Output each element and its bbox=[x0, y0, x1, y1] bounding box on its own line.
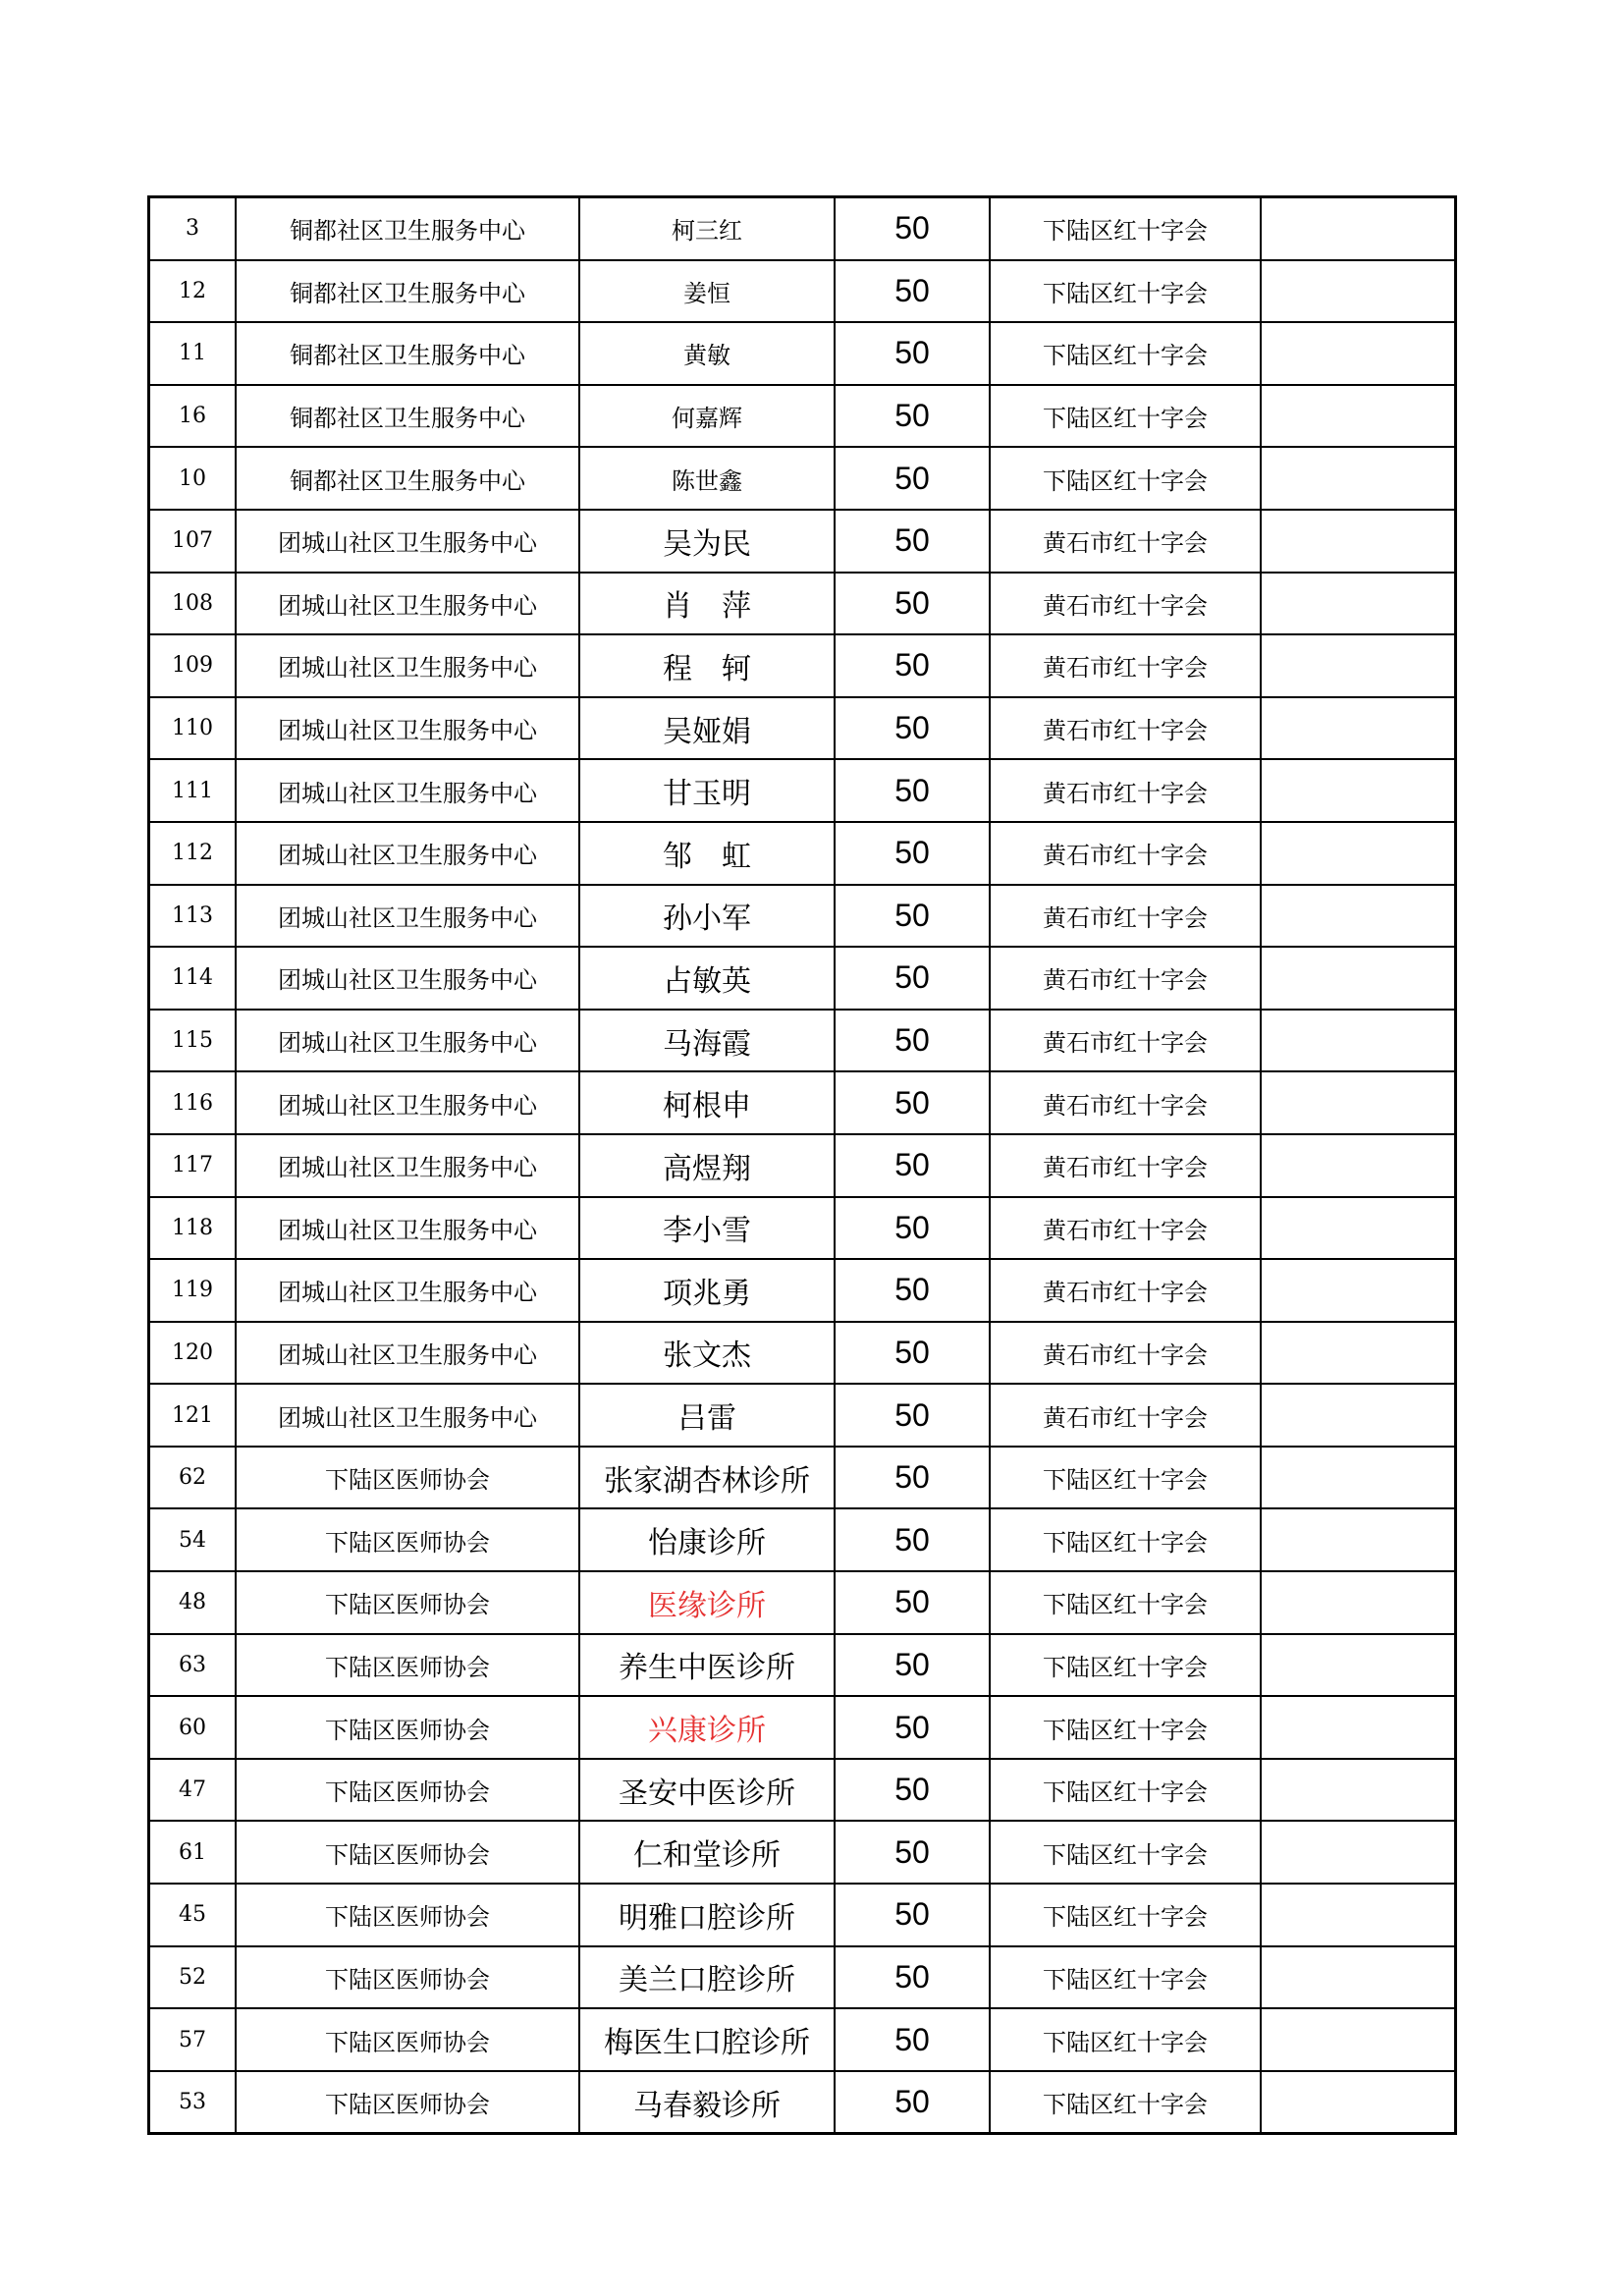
name-cell: 张家湖杏林诊所 bbox=[579, 1447, 835, 1509]
table-row bbox=[149, 1134, 1456, 1197]
name-cell: 黄敏 bbox=[579, 322, 835, 385]
note-cell bbox=[1261, 510, 1456, 573]
note-cell bbox=[1261, 1696, 1456, 1759]
serial-number-cell: 117 bbox=[149, 1134, 237, 1197]
serial-number-cell: 10 bbox=[149, 447, 237, 510]
serial-number-cell: 62 bbox=[149, 1447, 237, 1509]
table-row bbox=[149, 1821, 1456, 1884]
unit-cell: 团城山社区卫生服务中心 bbox=[236, 1384, 579, 1447]
unit-cell: 团城山社区卫生服务中心 bbox=[236, 1259, 579, 1322]
organization-cell: 黄石市红十字会 bbox=[990, 1197, 1261, 1260]
name-cell: 占敏英 bbox=[579, 947, 835, 1010]
name-cell: 美兰口腔诊所 bbox=[579, 1946, 835, 2009]
table-row bbox=[149, 322, 1456, 385]
serial-number-cell: 54 bbox=[149, 1508, 237, 1571]
table-row bbox=[149, 1946, 1456, 2009]
amount-cell: 50 bbox=[835, 447, 990, 510]
unit-cell: 团城山社区卫生服务中心 bbox=[236, 1010, 579, 1072]
note-cell bbox=[1261, 1634, 1456, 1697]
organization-cell: 下陆区红十字会 bbox=[990, 2008, 1261, 2071]
table-row bbox=[149, 1884, 1456, 1946]
serial-number-cell: 113 bbox=[149, 885, 237, 948]
table-row bbox=[149, 759, 1456, 822]
amount-cell: 50 bbox=[835, 1384, 990, 1447]
note-cell bbox=[1261, 1384, 1456, 1447]
name-cell: 马春毅诊所 bbox=[579, 2071, 835, 2134]
table-row bbox=[149, 697, 1456, 760]
amount-cell: 50 bbox=[835, 759, 990, 822]
note-cell bbox=[1261, 1447, 1456, 1509]
serial-number-cell: 61 bbox=[149, 1821, 237, 1884]
serial-number-cell: 52 bbox=[149, 1946, 237, 2009]
amount-cell: 50 bbox=[835, 822, 990, 885]
unit-cell: 团城山社区卫生服务中心 bbox=[236, 1134, 579, 1197]
unit-cell: 铜都社区卫生服务中心 bbox=[236, 322, 579, 385]
organization-cell: 下陆区红十字会 bbox=[990, 1508, 1261, 1571]
unit-cell: 下陆区医师协会 bbox=[236, 1821, 579, 1884]
amount-cell: 50 bbox=[835, 1447, 990, 1509]
note-cell bbox=[1261, 1322, 1456, 1385]
serial-number-cell: 60 bbox=[149, 1696, 237, 1759]
organization-cell: 黄石市红十字会 bbox=[990, 822, 1261, 885]
name-cell: 马海霞 bbox=[579, 1010, 835, 1072]
serial-number-cell: 120 bbox=[149, 1322, 237, 1385]
name-cell: 吴娅娟 bbox=[579, 697, 835, 760]
name-cell: 吴为民 bbox=[579, 510, 835, 573]
note-cell bbox=[1261, 260, 1456, 323]
organization-cell: 下陆区红十字会 bbox=[990, 385, 1261, 448]
table-row bbox=[149, 573, 1456, 635]
organization-cell: 下陆区红十字会 bbox=[990, 1759, 1261, 1822]
organization-cell: 黄石市红十字会 bbox=[990, 759, 1261, 822]
amount-cell: 50 bbox=[835, 1010, 990, 1072]
organization-cell: 黄石市红十字会 bbox=[990, 634, 1261, 697]
amount-cell: 50 bbox=[835, 573, 990, 635]
unit-cell: 下陆区医师协会 bbox=[236, 2008, 579, 2071]
note-cell bbox=[1261, 759, 1456, 822]
name-cell: 孙小军 bbox=[579, 885, 835, 948]
serial-number-cell: 12 bbox=[149, 260, 237, 323]
unit-cell: 团城山社区卫生服务中心 bbox=[236, 759, 579, 822]
table-row bbox=[149, 1447, 1456, 1509]
serial-number-cell: 45 bbox=[149, 1884, 237, 1946]
organization-cell: 黄石市红十字会 bbox=[990, 573, 1261, 635]
note-cell bbox=[1261, 1134, 1456, 1197]
organization-cell: 黄石市红十字会 bbox=[990, 1071, 1261, 1134]
table-row bbox=[149, 1759, 1456, 1822]
serial-number-cell: 47 bbox=[149, 1759, 237, 1822]
table-body bbox=[149, 197, 1456, 2134]
amount-cell: 50 bbox=[835, 1259, 990, 1322]
amount-cell: 50 bbox=[835, 1884, 990, 1946]
amount-cell: 50 bbox=[835, 2008, 990, 2071]
unit-cell: 团城山社区卫生服务中心 bbox=[236, 822, 579, 885]
organization-cell: 下陆区红十字会 bbox=[990, 1696, 1261, 1759]
table-row bbox=[149, 822, 1456, 885]
amount-cell: 50 bbox=[835, 2071, 990, 2134]
note-cell bbox=[1261, 1571, 1456, 1634]
organization-cell: 黄石市红十字会 bbox=[990, 1010, 1261, 1072]
serial-number-cell: 3 bbox=[149, 197, 237, 260]
unit-cell: 铜都社区卫生服务中心 bbox=[236, 385, 579, 448]
serial-number-cell: 53 bbox=[149, 2071, 237, 2134]
serial-number-cell: 107 bbox=[149, 510, 237, 573]
name-cell: 何嘉辉 bbox=[579, 385, 835, 448]
amount-cell: 50 bbox=[835, 1571, 990, 1634]
table-row bbox=[149, 1696, 1456, 1759]
amount-cell: 50 bbox=[835, 385, 990, 448]
note-cell bbox=[1261, 947, 1456, 1010]
table-row bbox=[149, 1197, 1456, 1260]
unit-cell: 团城山社区卫生服务中心 bbox=[236, 634, 579, 697]
note-cell bbox=[1261, 197, 1456, 260]
name-cell: 邹 虹 bbox=[579, 822, 835, 885]
note-cell bbox=[1261, 385, 1456, 448]
serial-number-cell: 118 bbox=[149, 1197, 237, 1260]
name-cell: 高煜翔 bbox=[579, 1134, 835, 1197]
serial-number-cell: 108 bbox=[149, 573, 237, 635]
table-row bbox=[149, 1259, 1456, 1322]
unit-cell: 团城山社区卫生服务中心 bbox=[236, 1071, 579, 1134]
table-row bbox=[149, 947, 1456, 1010]
name-cell: 程 轲 bbox=[579, 634, 835, 697]
amount-cell: 50 bbox=[835, 947, 990, 1010]
name-cell: 李小雪 bbox=[579, 1197, 835, 1260]
serial-number-cell: 111 bbox=[149, 759, 237, 822]
organization-cell: 黄石市红十字会 bbox=[990, 1259, 1261, 1322]
serial-number-cell: 110 bbox=[149, 697, 237, 760]
amount-cell: 50 bbox=[835, 885, 990, 948]
amount-cell: 50 bbox=[835, 510, 990, 573]
organization-cell: 下陆区红十字会 bbox=[990, 1821, 1261, 1884]
name-cell: 医缘诊所 bbox=[579, 1571, 835, 1634]
name-cell: 明雅口腔诊所 bbox=[579, 1884, 835, 1946]
name-cell: 柯三红 bbox=[579, 197, 835, 260]
note-cell bbox=[1261, 1759, 1456, 1822]
serial-number-cell: 114 bbox=[149, 947, 237, 1010]
serial-number-cell: 63 bbox=[149, 1634, 237, 1697]
note-cell bbox=[1261, 1946, 1456, 2009]
amount-cell: 50 bbox=[835, 1071, 990, 1134]
table-row bbox=[149, 885, 1456, 948]
unit-cell: 团城山社区卫生服务中心 bbox=[236, 885, 579, 948]
amount-cell: 50 bbox=[835, 1821, 990, 1884]
organization-cell: 下陆区红十字会 bbox=[990, 2071, 1261, 2134]
name-cell: 怡康诊所 bbox=[579, 1508, 835, 1571]
serial-number-cell: 109 bbox=[149, 634, 237, 697]
unit-cell: 团城山社区卫生服务中心 bbox=[236, 510, 579, 573]
name-cell: 梅医生口腔诊所 bbox=[579, 2008, 835, 2071]
note-cell bbox=[1261, 1821, 1456, 1884]
amount-cell: 50 bbox=[835, 1946, 990, 2009]
unit-cell: 下陆区医师协会 bbox=[236, 1946, 579, 2009]
organization-cell: 黄石市红十字会 bbox=[990, 1134, 1261, 1197]
table-row bbox=[149, 1571, 1456, 1634]
amount-cell: 50 bbox=[835, 322, 990, 385]
table-row bbox=[149, 2008, 1456, 2071]
table-row bbox=[149, 385, 1456, 448]
organization-cell: 下陆区红十字会 bbox=[990, 1884, 1261, 1946]
table-row bbox=[149, 1322, 1456, 1385]
note-cell bbox=[1261, 2008, 1456, 2071]
amount-cell: 50 bbox=[835, 1696, 990, 1759]
name-cell: 养生中医诊所 bbox=[579, 1634, 835, 1697]
serial-number-cell: 11 bbox=[149, 322, 237, 385]
organization-cell: 黄石市红十字会 bbox=[990, 510, 1261, 573]
organization-cell: 下陆区红十字会 bbox=[990, 447, 1261, 510]
name-cell: 吕雷 bbox=[579, 1384, 835, 1447]
table-row bbox=[149, 197, 1456, 260]
amount-cell: 50 bbox=[835, 1322, 990, 1385]
name-cell: 仁和堂诊所 bbox=[579, 1821, 835, 1884]
name-cell: 陈世鑫 bbox=[579, 447, 835, 510]
table-row bbox=[149, 1634, 1456, 1697]
name-cell: 项兆勇 bbox=[579, 1259, 835, 1322]
amount-cell: 50 bbox=[835, 1134, 990, 1197]
serial-number-cell: 57 bbox=[149, 2008, 237, 2071]
unit-cell: 团城山社区卫生服务中心 bbox=[236, 1197, 579, 1260]
note-cell bbox=[1261, 1508, 1456, 1571]
note-cell bbox=[1261, 1010, 1456, 1072]
unit-cell: 下陆区医师协会 bbox=[236, 1759, 579, 1822]
organization-cell: 黄石市红十字会 bbox=[990, 947, 1261, 1010]
organization-cell: 黄石市红十字会 bbox=[990, 885, 1261, 948]
organization-cell: 下陆区红十字会 bbox=[990, 1571, 1261, 1634]
unit-cell: 团城山社区卫生服务中心 bbox=[236, 1322, 579, 1385]
note-cell bbox=[1261, 1197, 1456, 1260]
note-cell bbox=[1261, 1259, 1456, 1322]
unit-cell: 团城山社区卫生服务中心 bbox=[236, 947, 579, 1010]
amount-cell: 50 bbox=[835, 1197, 990, 1260]
serial-number-cell: 112 bbox=[149, 822, 237, 885]
unit-cell: 下陆区医师协会 bbox=[236, 1884, 579, 1946]
amount-cell: 50 bbox=[835, 1759, 990, 1822]
organization-cell: 黄石市红十字会 bbox=[990, 697, 1261, 760]
amount-cell: 50 bbox=[835, 634, 990, 697]
table-row bbox=[149, 447, 1456, 510]
table-row bbox=[149, 634, 1456, 697]
organization-cell: 下陆区红十字会 bbox=[990, 197, 1261, 260]
donation-table bbox=[147, 195, 1457, 2135]
note-cell bbox=[1261, 822, 1456, 885]
note-cell bbox=[1261, 885, 1456, 948]
organization-cell: 下陆区红十字会 bbox=[990, 1946, 1261, 2009]
name-cell: 肖 萍 bbox=[579, 573, 835, 635]
serial-number-cell: 115 bbox=[149, 1010, 237, 1072]
unit-cell: 下陆区医师协会 bbox=[236, 1696, 579, 1759]
note-cell bbox=[1261, 697, 1456, 760]
unit-cell: 铜都社区卫生服务中心 bbox=[236, 260, 579, 323]
table-row bbox=[149, 510, 1456, 573]
table-row bbox=[149, 1010, 1456, 1072]
name-cell: 甘玉明 bbox=[579, 759, 835, 822]
table-row bbox=[149, 1508, 1456, 1571]
table-row bbox=[149, 2071, 1456, 2134]
unit-cell: 下陆区医师协会 bbox=[236, 2071, 579, 2134]
name-cell: 张文杰 bbox=[579, 1322, 835, 1385]
organization-cell: 黄石市红十字会 bbox=[990, 1322, 1261, 1385]
name-cell: 圣安中医诊所 bbox=[579, 1759, 835, 1822]
note-cell bbox=[1261, 2071, 1456, 2134]
amount-cell: 50 bbox=[835, 1634, 990, 1697]
unit-cell: 下陆区医师协会 bbox=[236, 1571, 579, 1634]
amount-cell: 50 bbox=[835, 697, 990, 760]
serial-number-cell: 48 bbox=[149, 1571, 237, 1634]
unit-cell: 团城山社区卫生服务中心 bbox=[236, 573, 579, 635]
amount-cell: 50 bbox=[835, 1508, 990, 1571]
organization-cell: 下陆区红十字会 bbox=[990, 322, 1261, 385]
organization-cell: 下陆区红十字会 bbox=[990, 260, 1261, 323]
table-row bbox=[149, 260, 1456, 323]
serial-number-cell: 121 bbox=[149, 1384, 237, 1447]
name-cell: 柯根申 bbox=[579, 1071, 835, 1134]
organization-cell: 下陆区红十字会 bbox=[990, 1634, 1261, 1697]
note-cell bbox=[1261, 447, 1456, 510]
unit-cell: 下陆区医师协会 bbox=[236, 1447, 579, 1509]
name-cell: 姜恒 bbox=[579, 260, 835, 323]
organization-cell: 黄石市红十字会 bbox=[990, 1384, 1261, 1447]
organization-cell: 下陆区红十字会 bbox=[990, 1447, 1261, 1509]
serial-number-cell: 16 bbox=[149, 385, 237, 448]
amount-cell: 50 bbox=[835, 197, 990, 260]
unit-cell: 下陆区医师协会 bbox=[236, 1634, 579, 1697]
table-row bbox=[149, 1384, 1456, 1447]
unit-cell: 下陆区医师协会 bbox=[236, 1508, 579, 1571]
serial-number-cell: 116 bbox=[149, 1071, 237, 1134]
table-row bbox=[149, 1071, 1456, 1134]
note-cell bbox=[1261, 573, 1456, 635]
unit-cell: 团城山社区卫生服务中心 bbox=[236, 697, 579, 760]
amount-cell: 50 bbox=[835, 260, 990, 323]
note-cell bbox=[1261, 1884, 1456, 1946]
serial-number-cell: 119 bbox=[149, 1259, 237, 1322]
name-cell: 兴康诊所 bbox=[579, 1696, 835, 1759]
note-cell bbox=[1261, 1071, 1456, 1134]
note-cell bbox=[1261, 322, 1456, 385]
note-cell bbox=[1261, 634, 1456, 697]
unit-cell: 铜都社区卫生服务中心 bbox=[236, 197, 579, 260]
unit-cell: 铜都社区卫生服务中心 bbox=[236, 447, 579, 510]
